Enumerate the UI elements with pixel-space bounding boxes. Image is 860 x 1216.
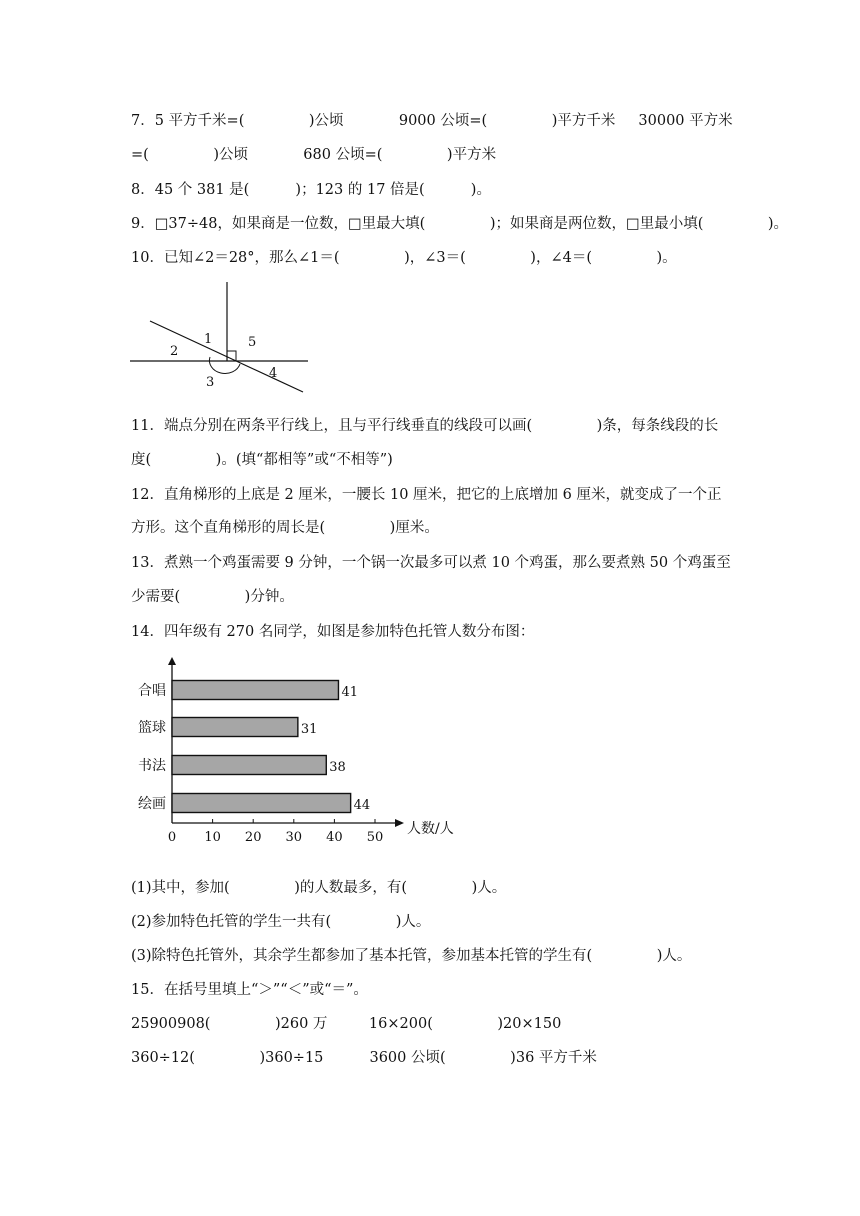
q13-line1: 13．煮熟一个鸡蛋需要 9 分钟，一个锅一次最多可以煮 10 个鸡蛋，那么要煮熟 50 个鸡蛋至 bbox=[131, 555, 731, 571]
angle-arc bbox=[209, 357, 240, 373]
x-axis-label: 人数/人 bbox=[407, 821, 454, 837]
q14-sub2: (2)参加特色托管的学生一共有( )人。 bbox=[131, 914, 431, 930]
q11-line1: 11．端点分别在两条平行线上，且与平行线垂直的线段可以画( )条，每条线段的长 bbox=[131, 418, 719, 434]
data-label: 41 bbox=[341, 685, 359, 700]
data-label: 38 bbox=[329, 760, 346, 775]
bar bbox=[172, 756, 326, 775]
q9-text: 9．□37÷48，如果商是一位数，□里最大填( )；如果商是两位数，□里最小填( )。 bbox=[131, 216, 789, 232]
category-label: 书法 bbox=[138, 758, 166, 774]
x-tick-label: 10 bbox=[204, 830, 221, 845]
category-label: 篮球 bbox=[138, 720, 166, 736]
x-axis-arrow bbox=[395, 819, 404, 827]
x-tick-label: 20 bbox=[244, 830, 262, 845]
category-label: 绘画 bbox=[138, 796, 166, 812]
data-label: 31 bbox=[300, 722, 318, 737]
q13-line2: 少需要( )分钟。 bbox=[131, 589, 294, 605]
q11-line2: 度( )。(填“都相等”或“不相等”) bbox=[131, 452, 393, 468]
q12-line2: 方形。这个直角梯形的周长是( )厘米。 bbox=[131, 520, 439, 536]
q15-line2: 360÷12( )360÷15 3600 公顷( )36 平方千米 bbox=[131, 1050, 597, 1066]
angle-label-4: 4 bbox=[269, 366, 278, 381]
q14-sub1: (1)其中，参加( )的人数最多，有( )人。 bbox=[131, 880, 507, 896]
x-tick-label: 0 bbox=[167, 830, 177, 845]
bar bbox=[172, 718, 298, 737]
angle-label-1: 1 bbox=[204, 332, 213, 347]
x-tick-label: 50 bbox=[366, 830, 384, 845]
q15-intro: 15．在括号里填上“＞”“＜”或“＝”。 bbox=[131, 982, 368, 998]
angle-label-3: 3 bbox=[206, 375, 215, 390]
x-tick-label: 40 bbox=[326, 830, 343, 845]
angle-label-2: 2 bbox=[170, 344, 179, 359]
right-angle-mark bbox=[227, 351, 236, 361]
q10-text: 10．已知∠2＝28°，那么∠1＝( )，∠3＝( )，∠4＝( )。 bbox=[131, 250, 677, 266]
x-tick-label: 30 bbox=[285, 830, 303, 845]
bar bbox=[172, 681, 338, 700]
q7-line2: =( )公顷 680 公顷=( )平方米 bbox=[131, 147, 497, 163]
q8-text: 8．45 个 381 是( )；123 的 17 倍是( )。 bbox=[131, 182, 491, 198]
q14-intro: 14．四年级有 270 名同学，如图是参加特色托管人数分布图： bbox=[131, 624, 535, 640]
bar bbox=[172, 794, 351, 813]
q15-line1: 25900908( )260 万 16×200( )20×150 bbox=[131, 1016, 562, 1032]
q12-line1: 12．直角梯形的上底是 2 厘米，一腰长 10 厘米，把它的上底增加 6 厘米，就变成了一个正 bbox=[131, 487, 722, 503]
q14-sub3: (3)除特色托管外，其余学生都参加了基本托管，参加基本托管的学生有( )人。 bbox=[131, 948, 692, 964]
category-label: 合唱 bbox=[138, 683, 166, 699]
angle-figure bbox=[128, 280, 328, 400]
angle-label-5: 5 bbox=[248, 335, 257, 350]
bar-chart bbox=[125, 655, 465, 855]
q7-line1: 7．5 平方千米=( )公顷 9000 公顷=( )平方千米 30000 平方米 bbox=[131, 113, 733, 129]
y-axis-arrow bbox=[168, 657, 176, 665]
data-label: 44 bbox=[353, 798, 371, 813]
